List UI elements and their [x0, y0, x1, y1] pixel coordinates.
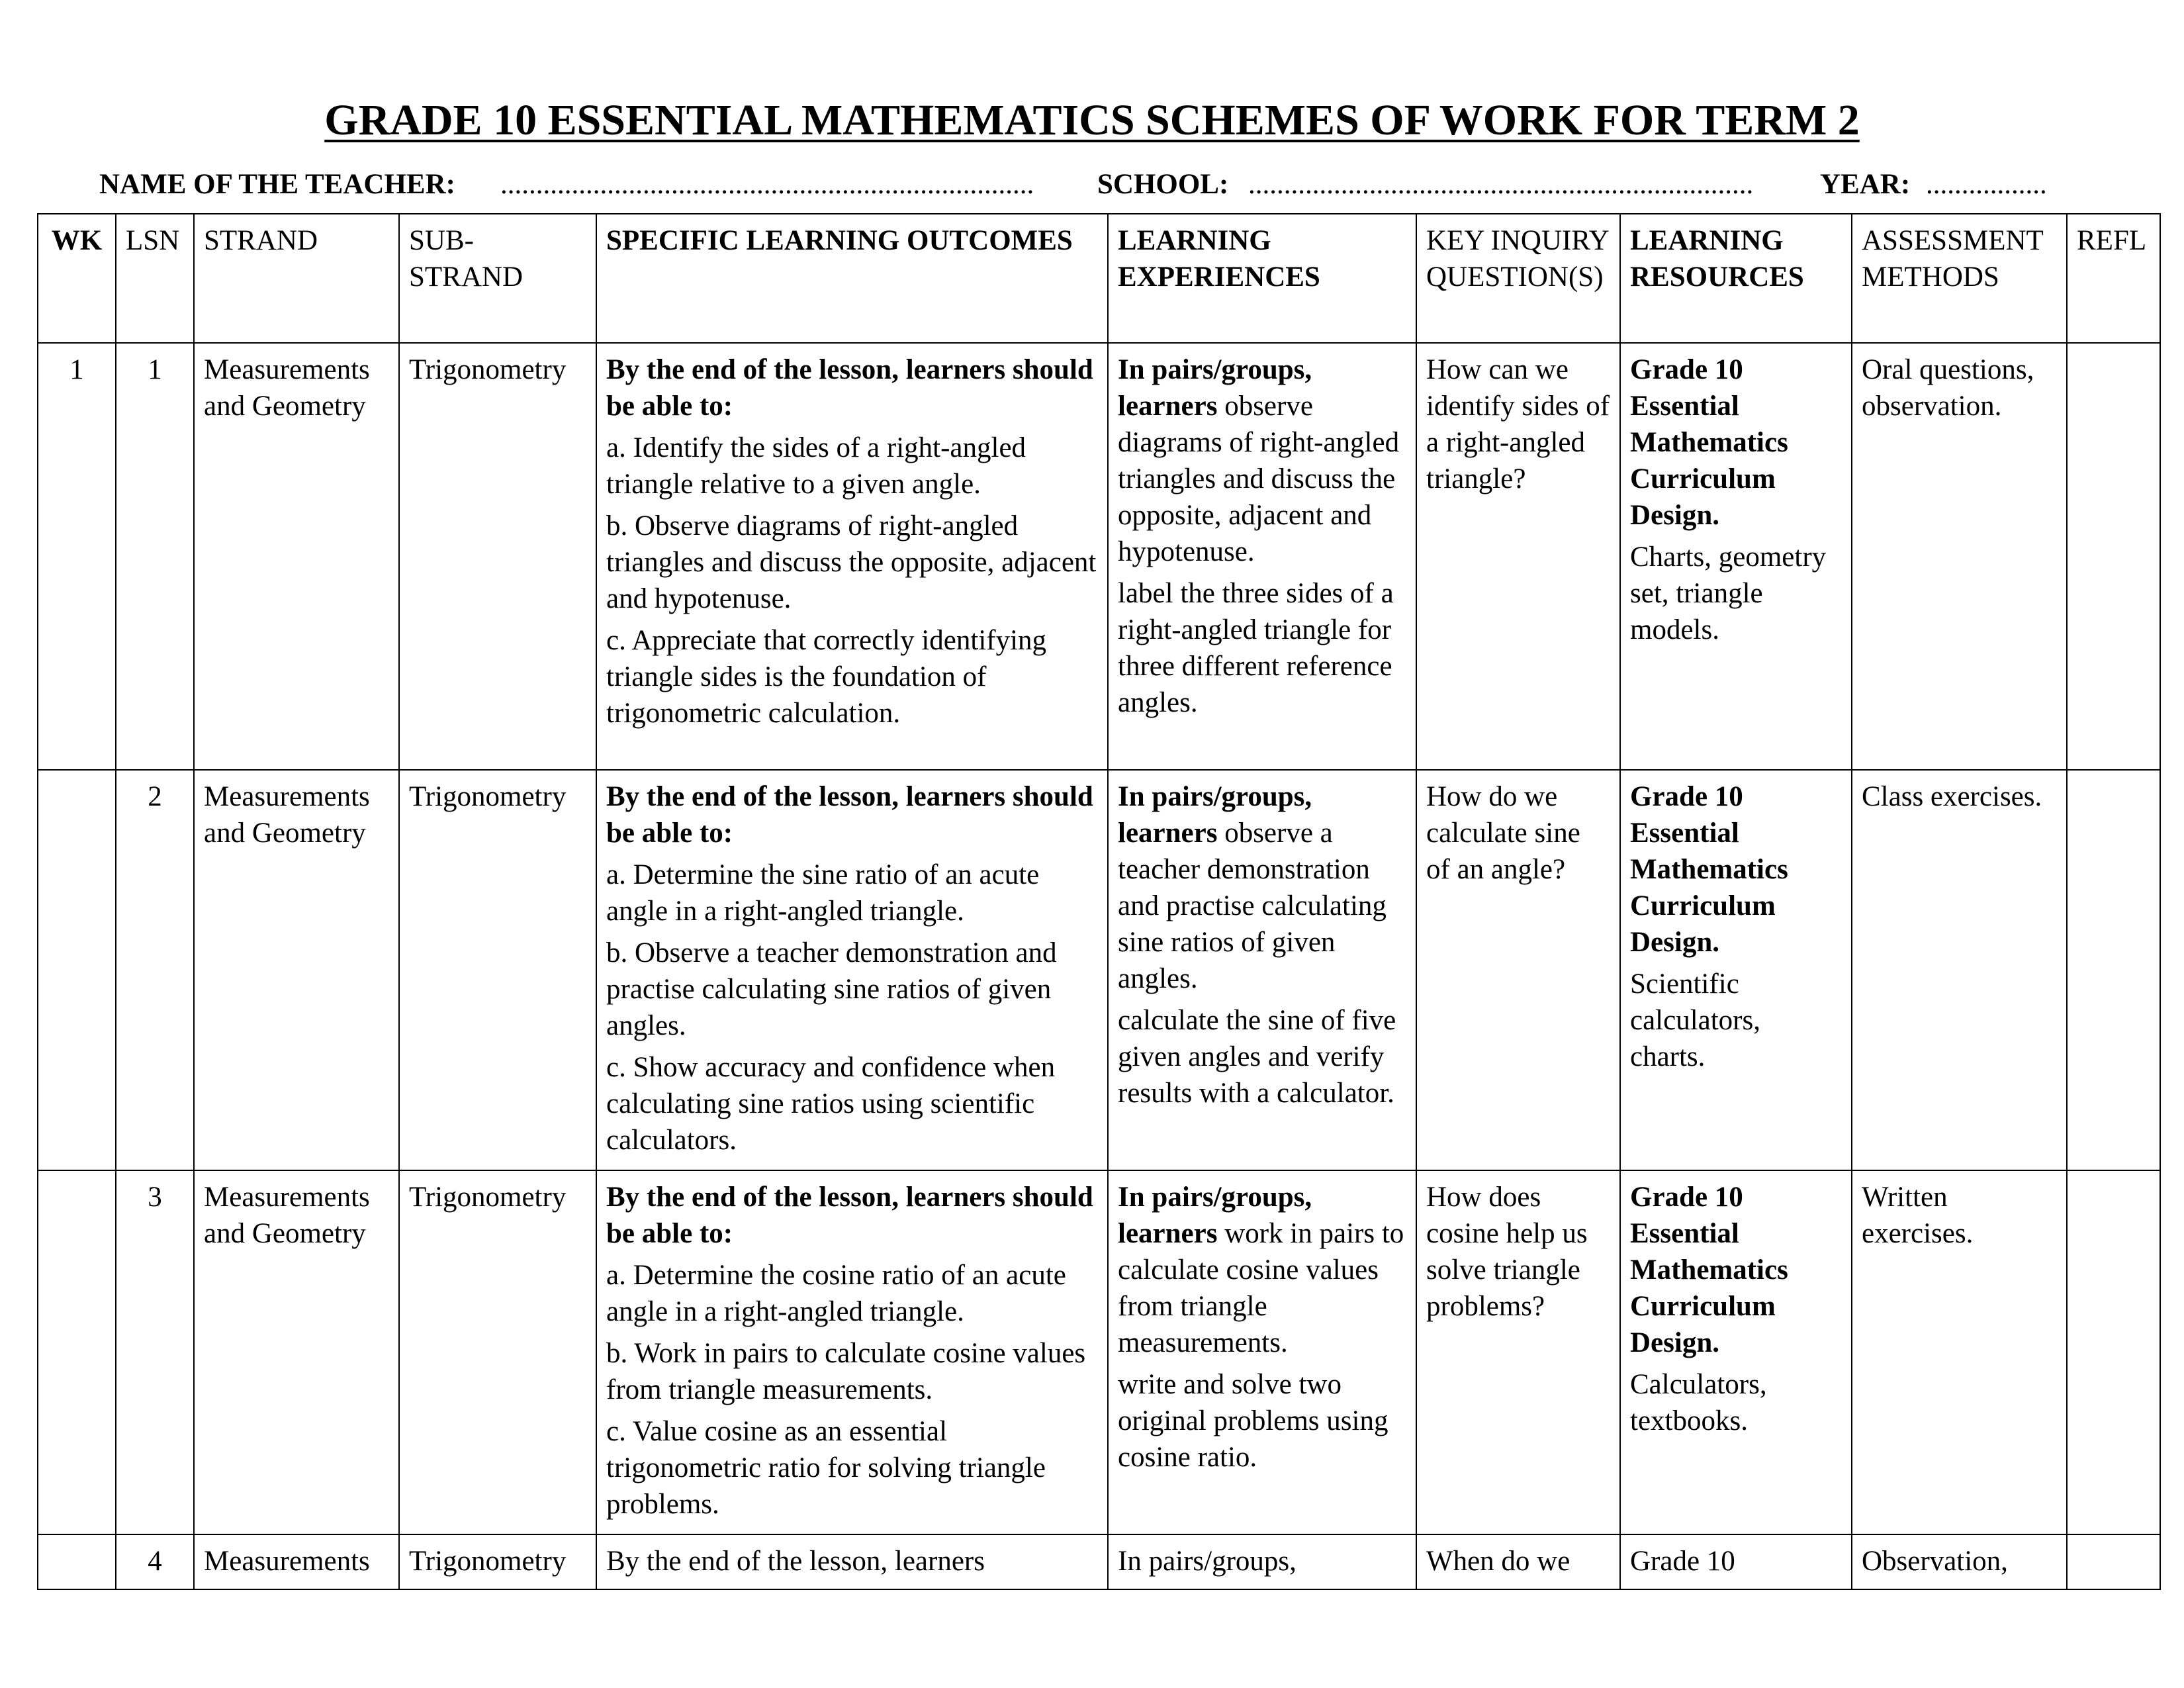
outcome-item: a. Identify the sides of a right-angled triangle relative to a given angle. — [606, 432, 1026, 500]
header-resources: LEARNING RESOURCES — [1620, 214, 1852, 343]
scheme-table — [37, 213, 2161, 1590]
experience-rest: work in pairs to calculate cosine values from triangle measurements. — [1118, 1218, 1404, 1358]
cell-assessment: Observation, — [1852, 1534, 2067, 1589]
outcomes-intro: By the end of the lesson, learners should be able to: — [606, 354, 1093, 422]
outcome-item: b. Observe a teacher demonstration and practise calculating sine ratios of given angles. — [606, 937, 1057, 1041]
cell-assessment: Written exercises. — [1852, 1170, 2067, 1534]
teacher-label: NAME OF THE TEACHER: — [99, 169, 455, 200]
cell-lsn: 2 — [116, 770, 194, 1170]
cell-reflection[interactable] — [2067, 1534, 2160, 1589]
cell-question: How does cosine help us solve triangle problems? — [1416, 1170, 1620, 1534]
cell-question: How can we identify sides of a right-angled triangle? — [1416, 343, 1620, 770]
year-field[interactable]: ................. — [1926, 169, 2047, 200]
header-question: KEY INQUIRY QUESTION(S) — [1416, 214, 1620, 343]
outcome-item: c. Value cosine as an essential trigonometric ratio for solving triangle problems. — [606, 1416, 1046, 1520]
cell-reflection[interactable] — [2067, 1170, 2160, 1534]
cell-experiences — [1108, 343, 1416, 770]
resource-extra: Scientific calculators, charts. — [1630, 968, 1760, 1072]
cell-outcomes — [596, 343, 1108, 770]
table-row — [38, 1170, 2160, 1534]
outcome-item: a. Determine the cosine ratio of an acute angle in a right-angled triangle. — [606, 1260, 1066, 1327]
page-title: GRADE 10 ESSENTIAL MATHEMATICS SCHEMES OF WORK FOR TERM 2 — [324, 96, 1860, 144]
year-label: YEAR: — [1820, 169, 1911, 200]
outcome-item: a. Determine the sine ratio of an acute angle in a right-angled triangle. — [606, 859, 1040, 927]
cell-substrand: Trigonometry — [399, 343, 596, 770]
cell-wk: 1 — [38, 343, 116, 770]
experience-extra: label the three sides of a right-angled triangle for three different reference angles. — [1118, 578, 1394, 718]
outcome-item: c. Appreciate that correctly identifying triangle sides is the foundation of trigonometric calculation. — [606, 625, 1047, 729]
cell-assessment: Oral questions, observation. — [1852, 343, 2067, 770]
cell-resources — [1620, 343, 1852, 770]
experience-rest: observe diagrams of right-angled triangles and discuss the opposite, adjacent and hypotenuse. — [1118, 391, 1400, 567]
header-outcomes: SPECIFIC LEARNING OUTCOMES — [596, 214, 1108, 343]
experience-lead: In pairs/groups, learners — [1118, 1182, 1312, 1249]
resource-extra: Charts, geometry set, triangle models. — [1630, 541, 1827, 645]
experience-lead: In pairs/groups, learners — [1118, 781, 1312, 849]
table-row — [38, 1534, 2160, 1589]
cell-strand: Measurements and Geometry — [194, 343, 399, 770]
experience-rest: observe a teacher demonstration and practise calculating sine ratios of given angles. — [1118, 818, 1387, 994]
outcome-item: b. Observe diagrams of right-angled triangles and discuss the opposite, adjacent and hypotenuse. — [606, 510, 1097, 614]
cell-outcomes: By the end of the lesson, learners — [596, 1534, 1108, 1589]
school-field[interactable]: ....................................................................... — [1248, 169, 1754, 200]
header-info-line — [99, 168, 2085, 208]
table-header-row — [38, 214, 2160, 343]
cell-substrand: Trigonometry — [399, 1534, 596, 1589]
cell-substrand: Trigonometry — [399, 770, 596, 1170]
header-reflection: REFL — [2067, 214, 2160, 343]
cell-wk — [38, 770, 116, 1170]
header-wk: WK — [38, 214, 116, 343]
header-assessment: ASSESSMENT METHODS — [1852, 214, 2067, 343]
resource-main: Grade 10 Essential Mathematics Curriculum Design. — [1630, 781, 1788, 958]
cell-resources — [1620, 770, 1852, 1170]
resource-extra: Calculators, textbooks. — [1630, 1369, 1767, 1436]
cell-reflection[interactable] — [2067, 343, 2160, 770]
cell-resources — [1620, 1170, 1852, 1534]
cell-substrand: Trigonometry — [399, 1170, 596, 1534]
cell-wk — [38, 1170, 116, 1534]
teacher-field[interactable]: ........................................................................... — [500, 169, 1034, 200]
cell-question: When do we — [1416, 1534, 1620, 1589]
header-experiences: LEARNING EXPERIENCES — [1108, 214, 1416, 343]
table-row — [38, 770, 2160, 1170]
cell-wk — [38, 1534, 116, 1589]
table-row — [38, 343, 2160, 770]
cell-lsn: 4 — [116, 1534, 194, 1589]
cell-resources: Grade 10 — [1620, 1534, 1852, 1589]
cell-outcomes — [596, 770, 1108, 1170]
experience-main — [1118, 352, 1406, 570]
cell-assessment: Class exercises. — [1852, 770, 2067, 1170]
cell-experiences — [1108, 1170, 1416, 1534]
resource-main: Grade 10 Essential Mathematics Curriculum Design. — [1630, 1182, 1788, 1358]
outcomes-intro: By the end of the lesson, learners should be able to: — [606, 781, 1093, 849]
outcome-item: b. Work in pairs to calculate cosine values from triangle measurements. — [606, 1338, 1086, 1405]
experience-main — [1118, 778, 1406, 997]
cell-strand: Measurements — [194, 1534, 399, 1589]
cell-experiences: In pairs/groups, — [1108, 1534, 1416, 1589]
cell-lsn: 1 — [116, 343, 194, 770]
cell-experiences — [1108, 770, 1416, 1170]
cell-question: How do we calculate sine of an angle? — [1416, 770, 1620, 1170]
experience-extra: calculate the sine of five given angles and verify results with a calculator. — [1118, 1005, 1396, 1109]
header-lsn: LSN — [116, 214, 194, 343]
experience-extra: write and solve two original problems using cosine ratio. — [1118, 1369, 1388, 1473]
header-strand: STRAND — [194, 214, 399, 343]
school-label: SCHOOL: — [1097, 169, 1229, 200]
outcome-item: c. Show accuracy and confidence when calculating sine ratios using scientific calculators. — [606, 1052, 1056, 1156]
cell-strand: Measurements and Geometry — [194, 1170, 399, 1534]
cell-reflection[interactable] — [2067, 770, 2160, 1170]
header-substrand: SUB-STRAND — [399, 214, 596, 343]
experience-main — [1118, 1179, 1406, 1361]
experience-lead: In pairs/groups, learners — [1118, 354, 1312, 422]
outcomes-intro: By the end of the lesson, learners should be able to: — [606, 1182, 1093, 1249]
cell-strand: Measurements and Geometry — [194, 770, 399, 1170]
cell-lsn: 3 — [116, 1170, 194, 1534]
cell-outcomes — [596, 1170, 1108, 1534]
resource-main: Grade 10 Essential Mathematics Curriculum Design. — [1630, 354, 1788, 531]
